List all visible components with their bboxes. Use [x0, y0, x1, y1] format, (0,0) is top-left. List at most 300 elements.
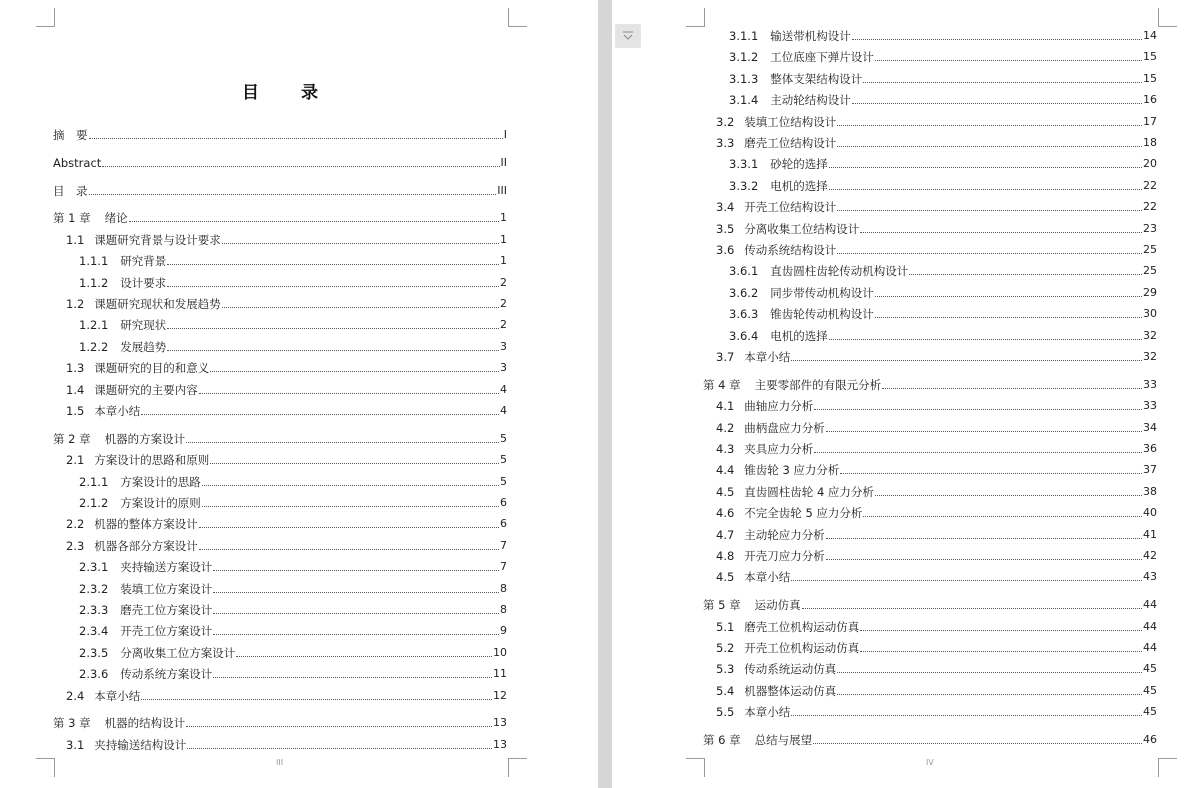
- toc-entry-title: 本章小结: [94, 688, 141, 703]
- toc-entry-label: [79, 645, 235, 661]
- toc-entry-number: 3.1.1: [729, 29, 759, 43]
- toc-entry[interactable]: [53, 155, 507, 171]
- toc-entry-number: 3.6.1: [729, 264, 759, 279]
- toc-leader-dots: [199, 549, 499, 550]
- toc-entry[interactable]: [53, 474, 507, 490]
- toc-entry[interactable]: [703, 420, 1157, 436]
- toc-leader-dots: [814, 452, 1142, 453]
- toc-entry-page: III: [497, 183, 507, 197]
- crop-mark: [686, 8, 705, 27]
- toc-entry[interactable]: [703, 377, 1157, 393]
- toc-entry-label: [729, 285, 874, 301]
- toc-entry-number: 第 1 章: [53, 211, 91, 226]
- toc-entry-number: 3.2: [716, 114, 735, 129]
- crop-mark: [686, 758, 705, 777]
- toc-entry-label: [66, 360, 209, 376]
- toc-entry-number: 5.5: [716, 705, 735, 720]
- toc-entry-number: 第 4 章: [703, 377, 741, 392]
- toc-entry-number: 1.1.1: [79, 254, 109, 269]
- toc-entry[interactable]: [53, 296, 507, 312]
- toc-entry-number: 4.4: [716, 463, 735, 478]
- toc-entry-page: 4: [500, 404, 507, 417]
- toc-entry-number: 5.2: [716, 641, 735, 655]
- toc-entry-page: 6: [500, 496, 507, 509]
- toc-entry[interactable]: [53, 127, 507, 143]
- toc-entry-number: 2.3.3: [79, 603, 109, 617]
- toc-entry-label: [716, 221, 859, 237]
- toc-leader-dots: [213, 592, 499, 593]
- toc-entry[interactable]: [703, 156, 1157, 172]
- toc-entry-label: [703, 597, 801, 613]
- toc-entry-label: [66, 737, 186, 753]
- toc-entry-title: 课题研究现状和发展趋势: [94, 297, 221, 311]
- toc-leader-dots: [860, 630, 1142, 631]
- toc-entry-title: 机器的结构设计: [104, 716, 186, 731]
- toc-entry-page: 3: [500, 361, 507, 375]
- toc-entry[interactable]: [53, 403, 507, 419]
- toc-entry-page: 6: [500, 517, 507, 531]
- toc-entry-number: 3.6.3: [729, 307, 759, 322]
- toc-entry-title: 开壳工位机构运动仿真: [744, 641, 860, 655]
- toc-entry-title: 工位底座下弹片设计: [770, 50, 874, 65]
- toc-entry[interactable]: [53, 538, 507, 554]
- toc-leader-dots: [829, 189, 1142, 190]
- toc-entry[interactable]: [703, 135, 1157, 151]
- toc-entry-number: 2.2: [66, 517, 85, 532]
- toc-leader-dots: [222, 307, 499, 308]
- toc-entry-title: 不完全齿轮 5 应力分析: [744, 506, 863, 521]
- toc-entry-page: 8: [500, 581, 507, 595]
- toc-entry-label: [79, 474, 201, 490]
- toc-leader-dots: [837, 253, 1142, 254]
- toc-entry-number: 1.2: [66, 297, 85, 311]
- toc-entry-page: 43: [1143, 570, 1157, 584]
- toc-leader-dots: [791, 360, 1142, 361]
- toc-leader-dots: [814, 409, 1142, 410]
- toc-title: 目 录: [242, 83, 336, 103]
- toc-entry-title: 运动仿真: [754, 598, 801, 613]
- toc-leader-dots: [837, 672, 1142, 673]
- toc-entry-title: 夹具应力分析: [744, 442, 814, 456]
- toc-entry-title: 曲柄盘应力分析: [744, 420, 825, 435]
- toc-leader-dots: [202, 506, 499, 507]
- toc-entry[interactable]: [53, 666, 507, 682]
- toc-entry[interactable]: [703, 704, 1157, 720]
- toc-entry-page: 32: [1143, 328, 1157, 342]
- toc-entry[interactable]: [703, 349, 1157, 365]
- toc-entry-title: Abstract: [53, 155, 102, 170]
- toc-entry[interactable]: [703, 92, 1157, 108]
- toc-entry-number: 4.7: [716, 527, 735, 542]
- toc-entry-label: [716, 683, 836, 699]
- toc-entry-page: 5: [500, 474, 507, 488]
- toc-entry-label: [79, 581, 212, 597]
- toc-entry[interactable]: [53, 360, 507, 376]
- crop-mark: [508, 8, 527, 27]
- toc-entry[interactable]: [703, 683, 1157, 699]
- toc-leader-dots: [875, 317, 1142, 318]
- page-gap: [598, 0, 612, 788]
- toc-entry-title: 同步带传动机构设计: [770, 285, 874, 300]
- toc-entry-label: [716, 441, 813, 457]
- toc-entry-label: [716, 199, 836, 215]
- toc-entry-title: 发展趋势: [120, 339, 167, 354]
- toc-leader-dots: [186, 726, 492, 727]
- toc-entry-page: 4: [500, 382, 507, 396]
- toc-entry-title: 课题研究的目的和意义: [94, 361, 210, 376]
- toc-entry-number: 1.5: [66, 404, 85, 418]
- toc-entry-number: 3.6.2: [729, 285, 759, 300]
- toc-entry-title: 摘 要: [53, 128, 88, 142]
- toc-entry-label: [79, 495, 201, 511]
- toc-entry-number: 3.1: [66, 737, 85, 752]
- toc-entry-page: 46: [1143, 733, 1157, 746]
- toc-entry-page: 15: [1143, 71, 1157, 85]
- toc-entry[interactable]: [703, 569, 1157, 585]
- toc-entry-title: 开壳工位结构设计: [744, 200, 837, 215]
- toc-entry[interactable]: [703, 640, 1157, 656]
- toc-leader-dots: [129, 221, 499, 222]
- toc-entry[interactable]: [703, 619, 1157, 635]
- toc-entry[interactable]: [53, 495, 507, 511]
- toc-leader-dots: [141, 414, 499, 415]
- toc-entry-label: [716, 242, 836, 258]
- toc-leader-dots: [102, 166, 499, 167]
- toc-entry-number: 2.3: [66, 538, 85, 553]
- toc-entry-page: 11: [493, 667, 507, 681]
- toc-entry[interactable]: [703, 199, 1157, 215]
- crop-mark: [508, 758, 527, 777]
- toc-entry[interactable]: [53, 602, 507, 618]
- toc-entry[interactable]: [53, 645, 507, 661]
- toc-leader-dots: [89, 194, 497, 195]
- toc-entry[interactable]: [53, 452, 507, 468]
- toc-leader-dots: [875, 60, 1142, 61]
- toc-entry-page: 41: [1143, 527, 1157, 541]
- toc-entry-page: 38: [1143, 484, 1157, 498]
- toc-entry[interactable]: [703, 597, 1157, 613]
- toc-entry-label: [79, 253, 166, 269]
- toc-entry-title: 主动轮应力分析: [744, 527, 825, 542]
- toc-entry[interactable]: [53, 317, 507, 333]
- toc-entry-label: [716, 484, 874, 500]
- toc-entry-title: 本章小结: [744, 705, 791, 720]
- toc-entry[interactable]: [703, 49, 1157, 65]
- toc-entry-label: [716, 135, 836, 151]
- toc-leader-dots: [863, 516, 1142, 517]
- toc-leader-dots: [222, 243, 499, 244]
- toc-entry-title: 机器整体运动仿真: [744, 683, 837, 698]
- toc-entry[interactable]: [703, 548, 1157, 564]
- toc-entry-number: 3.1.4: [729, 93, 759, 108]
- toc-leader-dots: [837, 694, 1142, 695]
- toc-entry-label: [66, 516, 198, 532]
- toc-entry-number: 2.3.1: [79, 560, 109, 575]
- toc-entry[interactable]: [53, 431, 507, 447]
- page-number-footer: IV: [926, 758, 934, 767]
- toc-entry-title: 分离收集工位方案设计: [120, 645, 236, 660]
- toc-entry[interactable]: [703, 328, 1157, 344]
- toc-entry-page: 32: [1143, 350, 1157, 363]
- toc-entry-title: 分离收集工位结构设计: [744, 221, 860, 236]
- toc-entry-page: 29: [1143, 285, 1157, 299]
- toc-entry-page: 45: [1143, 683, 1157, 697]
- toc-entry-page: 25: [1143, 264, 1157, 278]
- toc-entry-title: 砂轮的选择: [770, 157, 828, 172]
- toc-entry-label: [66, 403, 140, 419]
- toc-leader-dots: [187, 748, 492, 749]
- toc-entry-label: [79, 317, 166, 333]
- toc-entry-title: 开壳刀应力分析: [744, 549, 825, 563]
- toc-entry[interactable]: [703, 462, 1157, 478]
- toc-entry-title: 目 录: [53, 183, 88, 198]
- toc-entry[interactable]: [53, 275, 507, 291]
- toc-entry-title: 主要零部件的有限元分析: [754, 377, 882, 392]
- toc-entry[interactable]: [53, 688, 507, 704]
- toc-entry-label: [729, 328, 828, 344]
- toc-entry-label: [53, 155, 101, 171]
- toc-entry-page: 42: [1143, 549, 1157, 562]
- toc-entry-page: 3: [500, 339, 507, 353]
- toc-leader-dots: [852, 103, 1142, 104]
- toc-entry[interactable]: [703, 527, 1157, 543]
- toc-entry-title: 夹持输送方案设计: [120, 560, 213, 575]
- toc-entry-number: 2.1: [66, 453, 85, 468]
- toc-entry-label: [79, 623, 212, 639]
- toc-leader-dots: [802, 608, 1142, 609]
- toc-entry-title: 锥齿轮传动机构设计: [770, 307, 874, 322]
- toc-entry[interactable]: [703, 178, 1157, 194]
- toc-entry-number: 3.3: [716, 136, 735, 150]
- toc-entry-page: 34: [1143, 420, 1157, 434]
- toc-entry[interactable]: [703, 505, 1157, 521]
- toc-entry[interactable]: [53, 715, 507, 731]
- toc-entry-page: 1: [500, 232, 507, 246]
- toc-entry[interactable]: [703, 661, 1157, 677]
- toc-entry-label: [729, 263, 908, 279]
- toc-entry[interactable]: [53, 581, 507, 597]
- toc-entry[interactable]: [53, 253, 507, 269]
- toc-leader-dots: [89, 138, 503, 139]
- toc-entry-page: 10: [493, 645, 507, 659]
- toc-entry-page: 5: [500, 453, 507, 467]
- toc-entry-page: 30: [1143, 307, 1157, 321]
- toc-entry-label: [729, 306, 874, 322]
- crop-mark: [36, 8, 55, 27]
- toc-entry-number: 1.1: [66, 232, 85, 247]
- toc-entry-title: 研究现状: [120, 318, 167, 333]
- toc-entry-title: 曲轴应力分析: [744, 399, 814, 414]
- toc-entry-title: 课题研究背景与设计要求: [94, 232, 221, 247]
- toc-entry[interactable]: [53, 516, 507, 532]
- toc-entry-label: [53, 183, 88, 199]
- toc-entry-label: [729, 178, 828, 194]
- toc-entry-label: [716, 420, 825, 436]
- toc-entry-title: 机器的整体方案设计: [94, 517, 198, 532]
- toc-entry-label: [66, 688, 140, 704]
- toc-entry-number: 3.3.1: [729, 157, 759, 172]
- toc-entry-page: 13: [493, 716, 507, 730]
- toc-entry-number: 2.3.2: [79, 581, 109, 596]
- toc-entry-title: 总结与展望: [754, 733, 813, 747]
- toc-entry[interactable]: [703, 398, 1157, 414]
- toc-leader-dots: [860, 232, 1142, 233]
- toc-leader-dots: [909, 274, 1142, 275]
- toc-entry-page: 5: [500, 431, 507, 445]
- toc-leader-dots: [236, 656, 492, 657]
- toc-leader-dots: [837, 210, 1142, 211]
- toc-entry-page: 44: [1143, 641, 1157, 654]
- toc-leader-dots: [837, 146, 1142, 147]
- toc-entry-page: 17: [1143, 114, 1157, 128]
- toc-leader-dots: [837, 125, 1142, 126]
- toc-entry-title: 传动系统运动仿真: [744, 662, 837, 677]
- toc-entry-page: 1: [500, 254, 507, 268]
- toc-entry-number: 4.1: [716, 399, 735, 414]
- toc-entry-label: [716, 398, 813, 414]
- toc-entry[interactable]: [703, 28, 1157, 44]
- toc-entry-number: 2.3.5: [79, 645, 109, 660]
- toc-leader-dots: [210, 371, 499, 372]
- toc-entry-page: 18: [1143, 136, 1157, 149]
- toc-entry-page: 22: [1143, 178, 1157, 192]
- toc-entry-page: 20: [1143, 157, 1157, 171]
- toc-entry-label: [79, 339, 166, 355]
- toc-entry-title: 磨壳工位结构设计: [744, 136, 837, 150]
- toc-leader-dots: [826, 559, 1142, 560]
- toc-entry-title: 直齿圆柱齿轮传动机构设计: [770, 264, 909, 279]
- toc-entry-title: 磨壳工位方案设计: [120, 603, 213, 617]
- toc-leader-dots: [826, 538, 1142, 539]
- toc-leader-dots: [210, 463, 499, 464]
- toc-entry[interactable]: [53, 232, 507, 248]
- toc-entry-page: 22: [1143, 200, 1157, 214]
- toc-entry[interactable]: [53, 382, 507, 398]
- toc-entry-number: 4.2: [716, 420, 735, 435]
- toc-entry-number: 1.1.2: [79, 275, 109, 290]
- toc-entry-number: 4.8: [716, 549, 735, 563]
- toc-entry-label: [729, 71, 862, 87]
- toc-entry-page: II: [500, 155, 507, 169]
- toc-entry-title: 磨壳工位机构运动仿真: [744, 619, 860, 634]
- toc-leader-dots: [199, 393, 499, 394]
- toc-entry-label: [729, 156, 828, 172]
- toc-entry-label: [716, 640, 859, 656]
- toc-entry[interactable]: [53, 183, 507, 199]
- toc-leader-dots: [840, 473, 1142, 474]
- toc-leader-dots: [199, 527, 499, 528]
- toc-entry-title: 本章小结: [744, 570, 791, 585]
- toc-entry-label: [53, 210, 128, 226]
- toc-entry-number: 2.1.1: [79, 474, 109, 489]
- toc-entry-title: 课题研究的主要内容: [94, 382, 198, 397]
- toc-entry-label: [53, 127, 88, 143]
- toc-entry-title: 直齿圆柱齿轮 4 应力分析: [744, 484, 874, 499]
- toc-entry-label: [703, 377, 881, 393]
- toc-entry-number: 3.1.2: [729, 50, 759, 65]
- toc-entry-number: 1.2.1: [79, 318, 109, 333]
- toc-entry-page: 2: [500, 297, 507, 310]
- toc-entry[interactable]: [703, 242, 1157, 258]
- page-number-footer: III: [276, 758, 284, 767]
- toc-entry[interactable]: [703, 484, 1157, 500]
- toc-entry-label: [716, 569, 790, 585]
- toc-entry-number: 3.7: [716, 350, 735, 364]
- toc-entry[interactable]: [703, 732, 1157, 748]
- toc-entry-page: 8: [500, 603, 507, 616]
- toc-entry-page: 36: [1143, 442, 1157, 455]
- toc-entry-page: 37: [1143, 463, 1157, 477]
- toc-leader-dots: [860, 651, 1142, 652]
- toc-entry-label: [716, 548, 825, 564]
- toc-leader-dots: [213, 677, 492, 678]
- toc-entry-title: 电机的选择: [770, 178, 828, 193]
- toc-entry[interactable]: [53, 737, 507, 753]
- toc-entry[interactable]: [53, 210, 507, 226]
- toc-entry[interactable]: [703, 441, 1157, 457]
- toc-entry-label: [79, 275, 166, 291]
- toc-entry[interactable]: [703, 71, 1157, 87]
- toc-entry[interactable]: [53, 559, 507, 575]
- toc-entry-number: 第 2 章: [53, 431, 91, 446]
- toc-entry-title: 传动系统结构设计: [744, 243, 837, 257]
- toc-entry-page: 45: [1143, 705, 1157, 719]
- toc-entry-number: 4.5: [716, 484, 735, 499]
- toc-leader-dots: [826, 431, 1142, 432]
- chevron-down-icon: [621, 30, 635, 42]
- toc-leader-dots: [829, 167, 1142, 168]
- toc-entry[interactable]: [53, 339, 507, 355]
- toc-entry-title: 绪论: [104, 211, 128, 226]
- toc-entry[interactable]: [703, 114, 1157, 130]
- crop-mark: [1158, 8, 1177, 27]
- toc-entry-label: [66, 232, 221, 248]
- toc-entry-page: 45: [1143, 662, 1157, 676]
- toc-entry[interactable]: [53, 623, 507, 639]
- toc-entry-label: [716, 527, 825, 543]
- toc-entry-page: 16: [1143, 93, 1157, 107]
- toc-entry-number: 2.1.2: [79, 496, 109, 510]
- toc-entry[interactable]: [703, 221, 1157, 237]
- toc-entry-label: [79, 602, 212, 618]
- toc-entry-label: [66, 382, 198, 398]
- toc-entry[interactable]: [703, 306, 1157, 322]
- collapse-toggle-button[interactable]: [615, 24, 641, 48]
- toc-leader-dots: [882, 388, 1142, 389]
- toc-entry[interactable]: [703, 263, 1157, 279]
- toc-leader-dots: [875, 495, 1142, 496]
- toc-entry-number: 第 5 章: [703, 598, 741, 613]
- toc-entry-title: 锥齿轮 3 应力分析: [744, 463, 840, 478]
- toc-entry-page: 44: [1143, 619, 1157, 633]
- toc-entry[interactable]: [703, 285, 1157, 301]
- toc-leader-dots: [852, 39, 1142, 40]
- toc-entry-label: [79, 559, 212, 575]
- toc-entry-number: 2.3.6: [79, 667, 109, 682]
- toc-entry-page: 7: [500, 538, 507, 552]
- toc-leader-dots: [167, 264, 499, 265]
- toc-entry-label: [66, 452, 209, 468]
- toc-entry-title: 设计要求: [120, 275, 167, 290]
- toc-leader-dots: [202, 485, 499, 486]
- toc-entry-page: 33: [1143, 377, 1157, 391]
- toc-entry-page: 33: [1143, 399, 1157, 413]
- toc-entry-number: 第 3 章: [53, 716, 91, 731]
- toc-entry-page: 2: [500, 275, 507, 289]
- toc-entry-number: 1.4: [66, 382, 85, 397]
- toc-entry-title: 方案设计的思路和原则: [94, 453, 210, 468]
- toc-entry-page: 1: [500, 211, 507, 225]
